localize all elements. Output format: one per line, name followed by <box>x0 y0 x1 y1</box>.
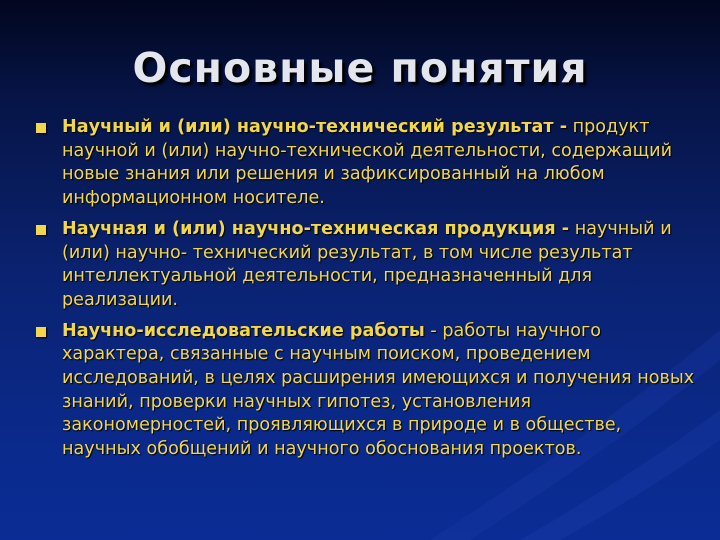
definition-item <box>36 116 696 211</box>
definition-term: Научный и (или) научно-технический результат - <box>62 117 568 137</box>
definition-item <box>36 218 696 313</box>
definitions-list <box>36 116 696 469</box>
slide-title: Основные понятия <box>132 44 588 92</box>
definition-text: продукт научной и (или) научно-технической деятельности, содержащий новые знания или решения и зафиксированный на любом информационном носителе. <box>62 117 673 209</box>
square-bullet-icon <box>36 327 46 337</box>
definition-item <box>36 320 696 462</box>
definition-text: - работы научного характера, связанные с научным поиском, проведением исследований, в целях расширения имеющихся и получения новых знаний, проверки научных гипотез, установления закономерностей, проявляющихся в природе и в обществе, научных обобщений и научного обоснования проектов. <box>62 320 695 460</box>
definition-text: научный и (или) научно- технический результат, в том числе результат интеллектуальной деятельности, предназначенный для реализации. <box>62 218 672 310</box>
square-bullet-icon <box>36 225 46 235</box>
square-bullet-icon <box>36 123 46 133</box>
definition-term: Научная и (или) научно-техническая продукция - <box>62 218 570 239</box>
definition-term: Научно-исследовательские работы <box>62 320 425 341</box>
